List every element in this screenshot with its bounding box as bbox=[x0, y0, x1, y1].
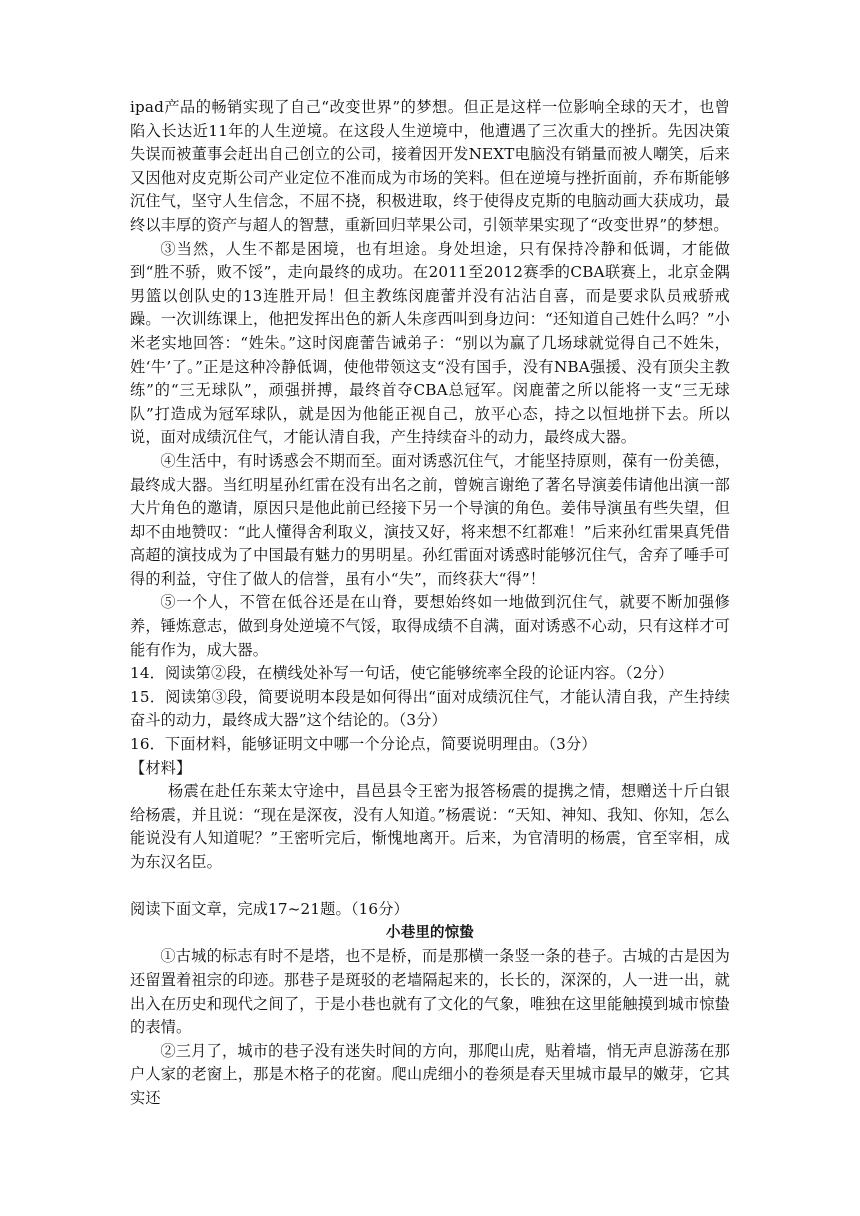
paragraph-3: ③当然，人生不都是困境，也有坦途。身处坦途，只有保持冷静和低调，才能做到“胜不骄，败不馁”，走向最终的成功。在2011至2012赛季的CBA联赛上，北京金隅男篮以创队史的13连胜开局！但主教练闵鹿蕾并没有沾沾自喜，而是要求队员戒骄戒躁。一次训练课上，他把发挥出色的新人朱彦西叫到身边问：“还知道自己姓什么吗？”小米老实地回答：“姓朱。”这时闵鹿蕾告诫弟子：“别以为赢了几场球就觉得自己不姓朱，姓‘牛’了。”正是这种冷静低调，使他带领这支“没有国手，没有NBA强援、没有顶尖主教练”的“三无球队”，顽强拼搏，最终首夺CBA总冠军。闵鹿蕾之所以能将一支“三无球队”打造成为冠军球队，就是因为他能正视自己，放平心态，持之以恒地拼下去。所以说，面对成绩沉住气，才能认清自我，产生持续奋斗的动力，最终成大器。 bbox=[130, 239, 730, 447]
article-paragraph-1: ①古城的标志有时不是塔，也不是桥，而是那横一条竖一条的巷子。古城的古是因为还留置着祖宗的印迹。那巷子是斑驳的老墙隔起来的，长长的，深深的，人一进一出，就出入在历史和现代之间了，于是小巷也就有了文化的气象，唯独在这里能触摸到城市惊蛰的表情。 bbox=[130, 947, 730, 1037]
article-title: 小巷里的惊蛰 bbox=[386, 924, 474, 941]
paragraph-2-tail: ipad产品的畅销实现了自己“改变世界”的梦想。但正是这样一位影响全球的天才，也曾陷入长达近11年的人生逆境。在这段人生逆境中，他遭遇了三次重大的挫折。先因决策失误而被董事会赶出自己创立的公司，接着因开发NEXT电脑没有销量而被人嘲笑，后来又因他对皮克斯公司产业定位不准而成为市场的笑料。但在逆境与挫折面前，乔布斯能够沉住气，坚守人生信念，不屈不挠，积极进取，终于使得皮克斯的电脑动画大获成功，最终以丰厚的资产与超人的智慧，重新回归苹果公司，引领苹果实现了“改变世界”的梦想。 bbox=[130, 98, 730, 234]
question-15: 15．阅读第③段，简要说明本段是如何得出“面对成绩沉住气，才能认清自我，产生持续奋斗的动力，最终成大器”这个结论的。（3分） bbox=[130, 687, 730, 730]
document-page bbox=[130, 96, 730, 1111]
article-paragraph-2: ②三月了，城市的巷子没有迷失时间的方向，那爬山虎，贴着墙，悄无声息游荡在那户人家的老窗上，那是木格子的花窗。爬山虎细小的卷须是春天里城市最早的嫩芽，它其实还 bbox=[130, 1041, 730, 1107]
question-14: 14．阅读第②段，在横线处补写一句话，使它能够统率全段的论证内容。（2分） bbox=[130, 664, 674, 683]
material-text: 杨震在赴任东莱太守途中，昌邑县令王密为报答杨震的提携之情，想赠送十斤白银给杨震，并且说：“现在是深夜，没有人知道。”杨震说：“天知、神知、我知、你知，怎么能说没有人知道呢？”王密听完后，惭愧地离开。后来，为官清明的杨震，官至宰相，成为东汉名臣。 bbox=[130, 782, 730, 871]
question-16: 16．下面材料，能够证明文中哪一个分论点，简要说明理由。（3分） bbox=[130, 735, 597, 754]
paragraph-5: ⑤一个人，不管在低谷还是在山脊，要想始终如一地做到沉住气，就要不断加强修养，锤炼意志，做到身处逆境不气馁，取得成绩不自满，面对诱惑不心动，只有这样才可能有作为，成大器。 bbox=[130, 593, 730, 659]
material-label: 【材料】 bbox=[130, 758, 192, 777]
paragraph-4: ④生活中，有时诱惑会不期而至。面对诱惑沉住气，才能坚持原则，葆有一份美德，最终成大器。当红明星孙红雷在没有出名之前，曾婉言谢绝了著名导演姜伟请他出演一部大片角色的邀请，原因只是他此前已经接下另一个导演的角色。姜伟导演虽有些失望，但却不由地赞叹：“此人懂得舍利取义，演技又好，将来想不红都难！”后来孙红雷果真凭借高超的演技成为了中国最有魅力的男明星。孙红雷面对诱惑时能够沉住气，舍弃了唾手可得的利益，守住了做人的信誉，虽有小“失”，而终获大“得”！ bbox=[130, 451, 730, 588]
blank-line bbox=[130, 875, 730, 899]
reading-instruction: 阅读下面文章，完成17~21题。（16分） bbox=[130, 900, 409, 919]
